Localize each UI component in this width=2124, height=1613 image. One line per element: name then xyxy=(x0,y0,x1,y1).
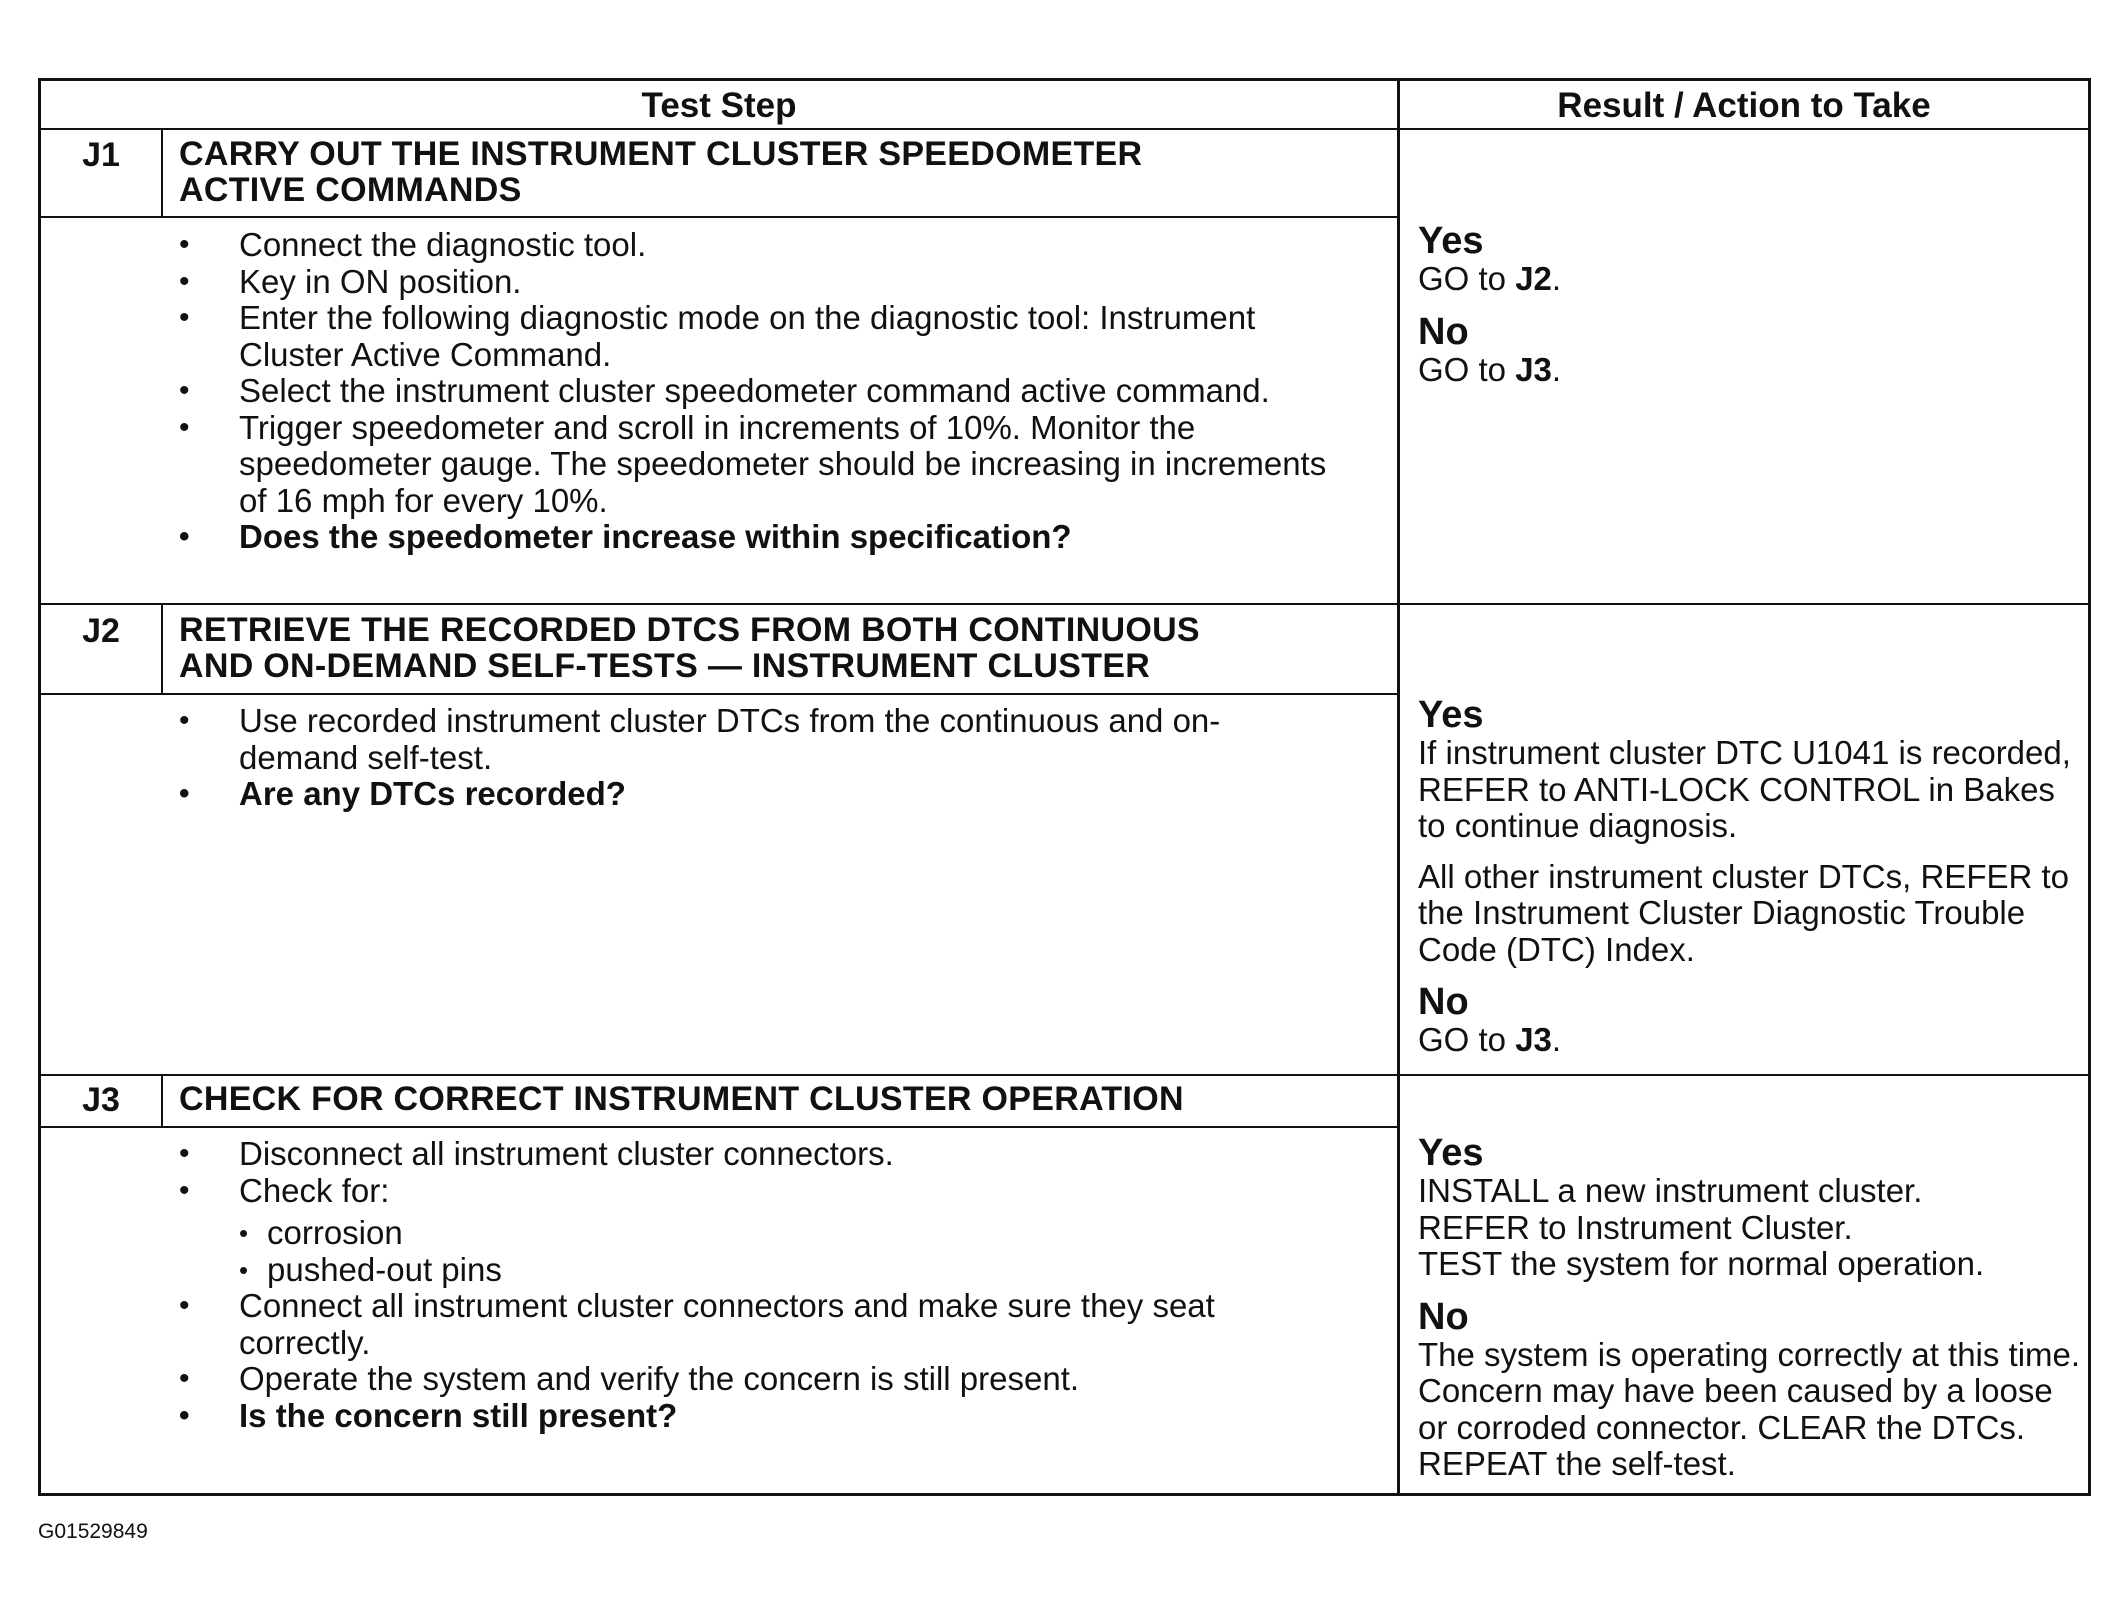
step-id-j2: J2 xyxy=(82,612,120,650)
column-divider xyxy=(1397,81,1400,1493)
list-item: • Use recorded instrument cluster DTCs from the continuous and on-demand self-test. xyxy=(179,703,1339,776)
step-title-j1 xyxy=(179,136,1142,208)
j3-id-divider xyxy=(161,1074,163,1126)
list-item: • Select the instrument cluster speedometer command active command. xyxy=(179,373,1339,410)
step-title-j3-line1: CHECK FOR CORRECT INSTRUMENT CLUSTER OPERATION xyxy=(179,1080,1184,1118)
header-result-action: Result / Action to Take xyxy=(1557,86,1931,125)
yes-label-j2: Yes xyxy=(1418,694,1484,736)
step-list-j3 xyxy=(179,1136,1339,1434)
step-question-j2: • Are any DTCs recorded? xyxy=(179,776,1339,813)
sub-list-item: • pushed-out pins xyxy=(239,1252,1339,1289)
figure-id: G01529849 xyxy=(38,1520,148,1543)
step-title-j3 xyxy=(179,1081,1184,1117)
result-j2: Yes If instrument cluster DTC U1041 is recorded, REFER to ANTI-LOCK CONTROL in Bakes to continue diagnosis. All other instrument cluster DTCs, REFER to the Instrument Cluster Diagnostic Trouble Code (DTC) Index. No GO to J3. xyxy=(1418,695,2083,1073)
yes-ref-j1: J2 xyxy=(1515,260,1552,297)
step-list-j1 xyxy=(179,227,1339,556)
list-item: • Trigger speedometer and scroll in increments of 10%. Monitor the speedometer gauge. The speedometer should be increasing in increments of 16 mph for every 10%. xyxy=(179,410,1339,520)
sub-list xyxy=(239,1215,1339,1288)
header-test-step: Test Step xyxy=(641,86,797,125)
step-title-j2-line1: RETRIEVE THE RECORDED DTCS FROM BOTH CONTINUOUS xyxy=(179,611,1200,649)
step-list-j2 xyxy=(179,703,1339,813)
j2-id-divider xyxy=(161,603,163,693)
step-question-j3: • Is the concern still present? xyxy=(179,1398,1339,1435)
header-rule xyxy=(41,128,2088,130)
yes-label-j1: Yes xyxy=(1418,220,1484,262)
j2-title-rule xyxy=(41,693,1397,695)
no-ref-j2: J3 xyxy=(1515,1021,1552,1058)
list-item xyxy=(179,1173,1339,1289)
no-label-j2: No xyxy=(1418,981,1469,1023)
yes-text-j1: GO to xyxy=(1418,260,1516,297)
result-j3 xyxy=(1418,1133,2083,1497)
step-title-j2-line2: AND ON-DEMAND SELF-TESTS — INSTRUMENT CLUSTER xyxy=(179,647,1151,685)
step-title-j1-line2: ACTIVE COMMANDS xyxy=(179,171,522,209)
yes-text-j2-b: All other instrument cluster DTCs, REFER to the Instrument Cluster Diagnostic Trouble Code (DTC) Index. xyxy=(1418,857,2070,968)
step-id-j3: J3 xyxy=(82,1081,120,1119)
j3-title-rule xyxy=(41,1126,1397,1128)
diagnostic-table xyxy=(38,78,2091,1496)
yes-line-j3-3: TEST the system for normal operation. xyxy=(1418,1245,1985,1282)
list-item: • Enter the following diagnostic mode on the diagnostic tool: Instrument Cluster Active Command. xyxy=(179,300,1339,373)
no-label-j3: No xyxy=(1418,1295,1469,1338)
result-j1: Yes GO to J2. No GO to J3. xyxy=(1418,221,2068,402)
no-ref-j1: J3 xyxy=(1515,350,1552,388)
no-text-j3: The system is operating correctly at this time. Concern may have been caused by a loose or corroded connector. CLEAR the DTCs. REPEAT the self-test. xyxy=(1418,1335,2081,1482)
no-label-j1: No xyxy=(1418,310,1469,353)
yes-label-j3: Yes xyxy=(1418,1132,1484,1174)
no-text-j1: GO to xyxy=(1418,350,1516,388)
list-item-text: Check for: xyxy=(239,1171,390,1209)
step-title-j1-line1: CARRY OUT THE INSTRUMENT CLUSTER SPEEDOMETER xyxy=(179,135,1143,173)
j1-row-rule xyxy=(41,603,2088,605)
j1-title-rule xyxy=(41,216,1397,218)
list-item: • Operate the system and verify the concern is still present. xyxy=(179,1361,1339,1398)
step-id-j1: J1 xyxy=(82,136,120,174)
list-item: • Connect all instrument cluster connectors and make sure they seat correctly. xyxy=(179,1288,1339,1361)
sub-list-item: • corrosion xyxy=(239,1215,1339,1252)
yes-line-j3-1: INSTALL a new instrument cluster. xyxy=(1418,1172,1923,1209)
step-question-j1: • Does the speedometer increase within specification? xyxy=(179,519,1339,556)
list-item: • Key in ON position. xyxy=(179,264,1339,301)
no-text-j2: GO to xyxy=(1418,1021,1516,1058)
j2-row-rule xyxy=(41,1074,2088,1076)
list-item: • Connect the diagnostic tool. xyxy=(179,227,1339,264)
list-item: • Disconnect all instrument cluster connectors. xyxy=(179,1136,1339,1173)
yes-line-j3-2: REFER to Instrument Cluster. xyxy=(1418,1208,1853,1246)
yes-text-j2-a: If instrument cluster DTC U1041 is recorded, REFER to ANTI-LOCK CONTROL in Bakes to continue diagnosis. xyxy=(1418,734,2071,844)
step-title-j2 xyxy=(179,612,1200,684)
j1-id-divider xyxy=(161,128,163,216)
